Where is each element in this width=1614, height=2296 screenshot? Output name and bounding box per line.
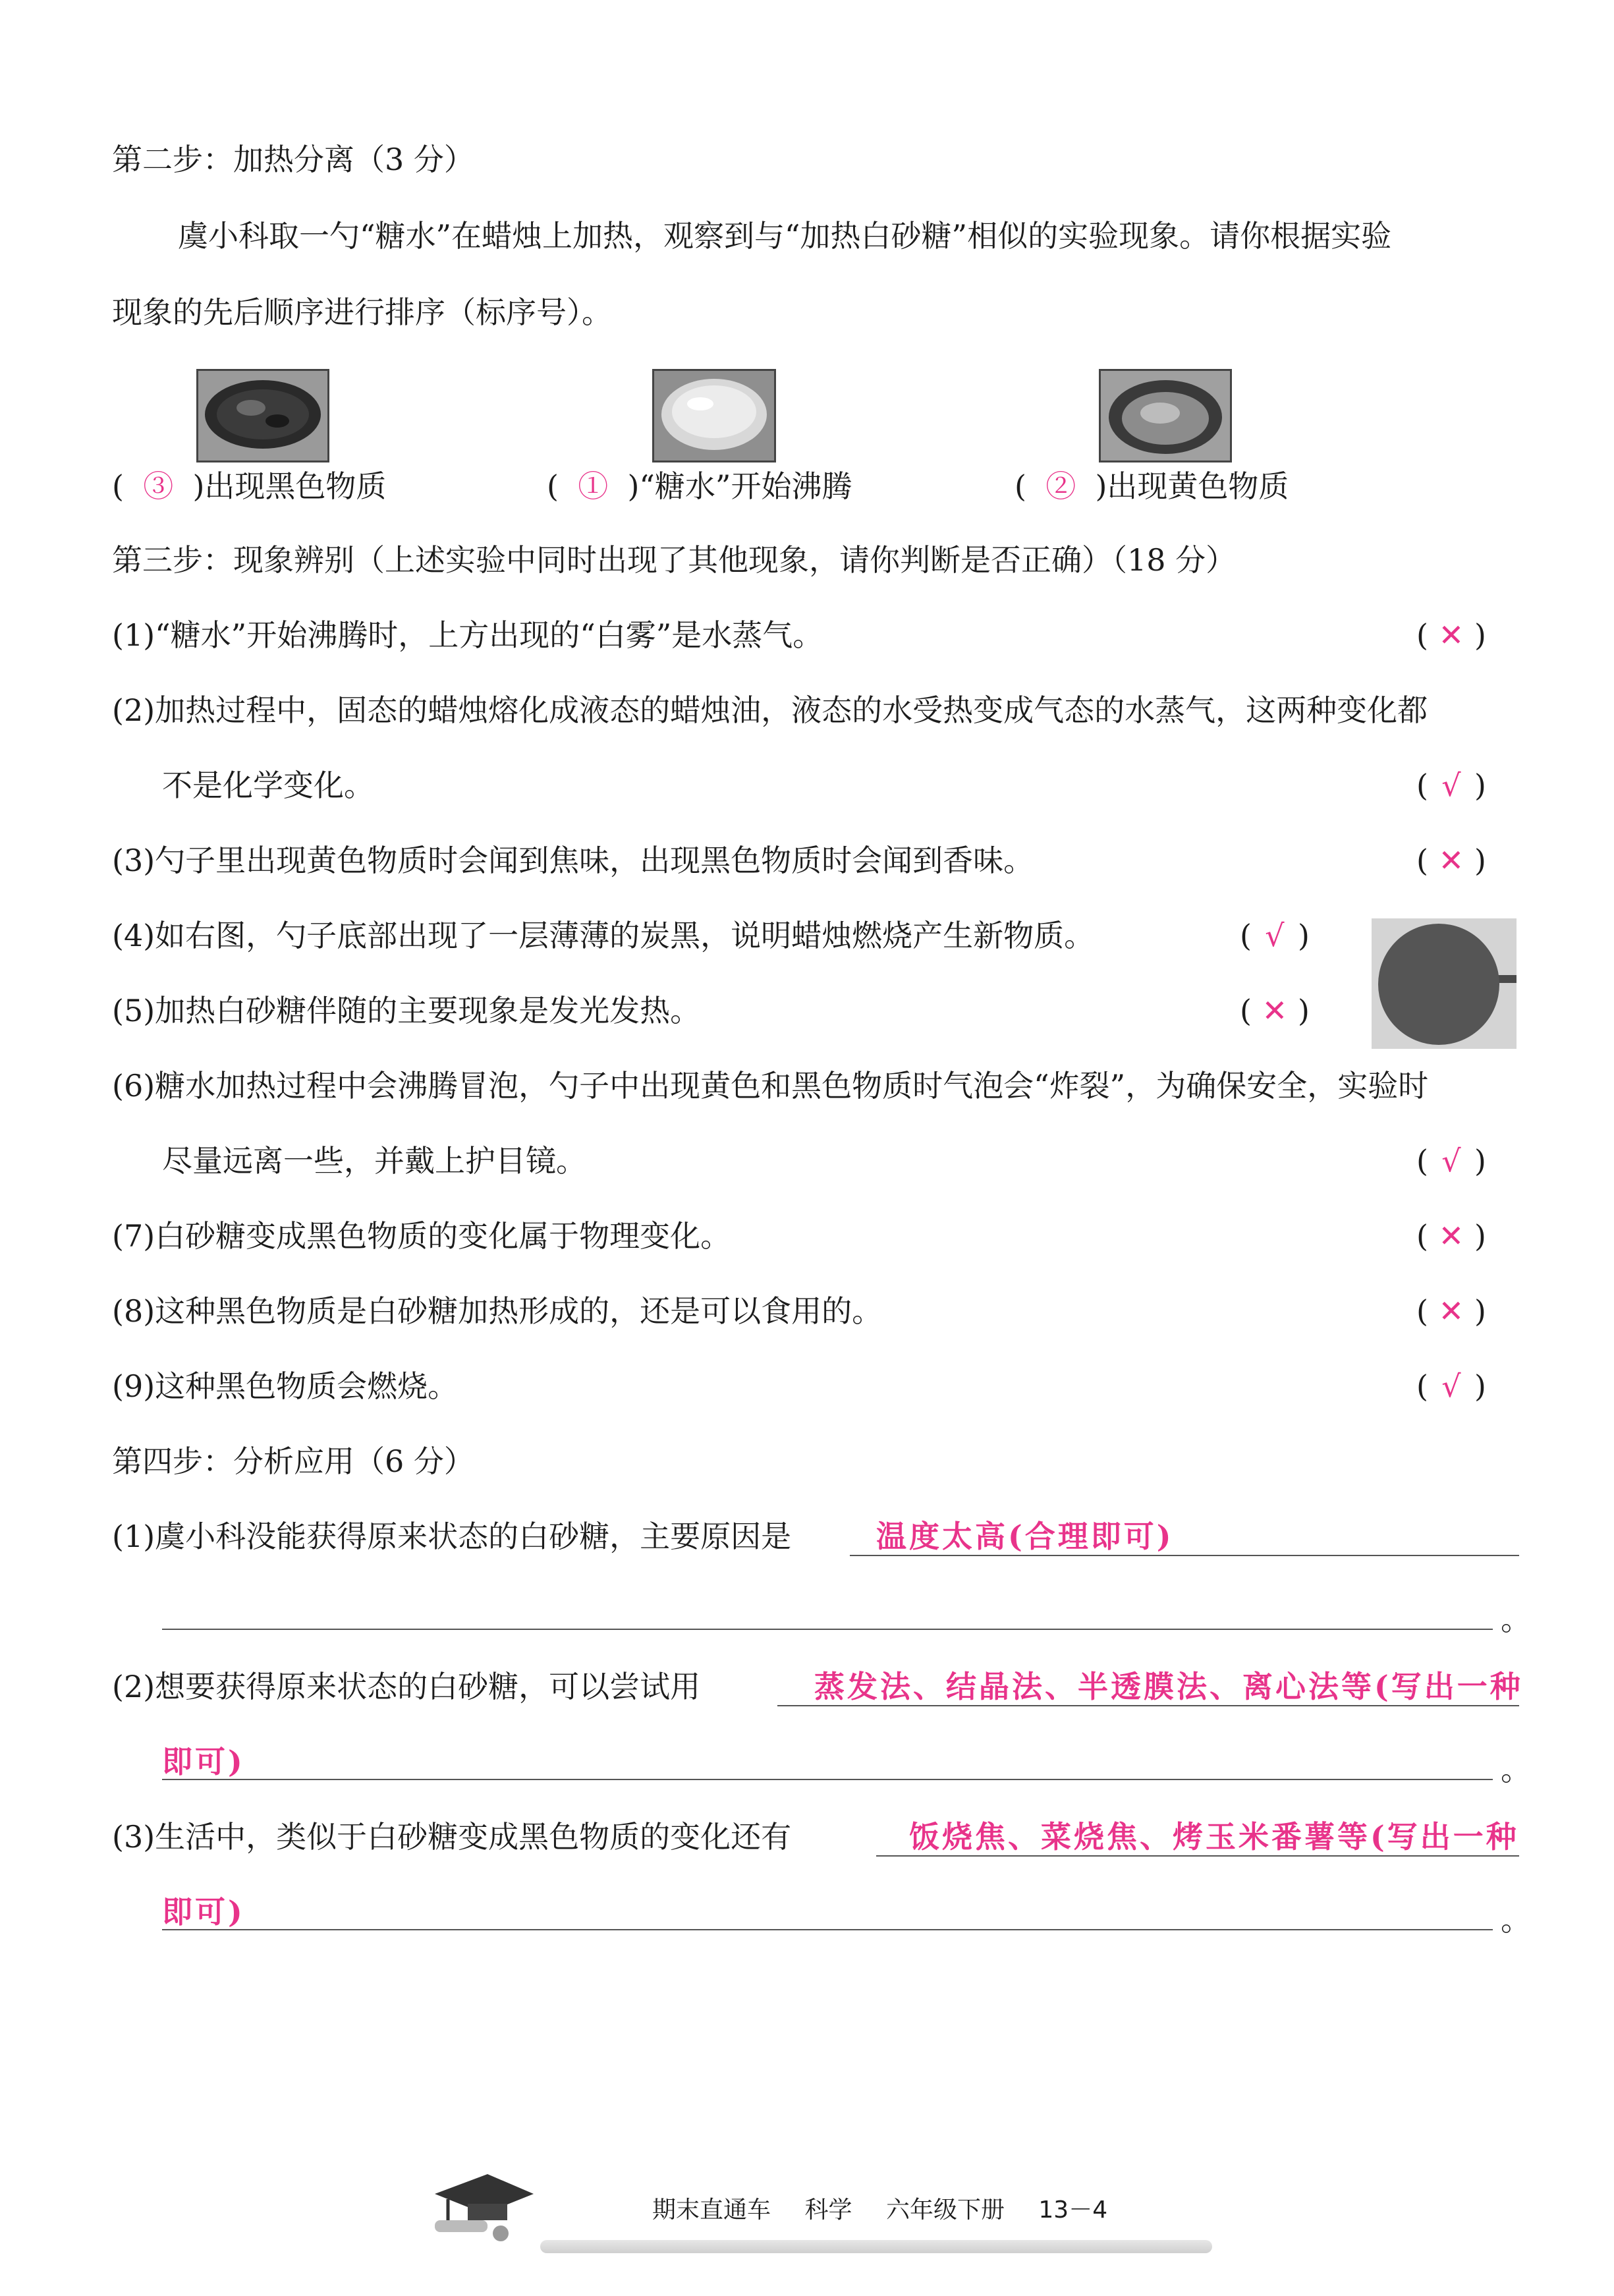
spoon-photo-yellow [1099, 369, 1232, 462]
footer [652, 2194, 1134, 2227]
cross-icon: ✕ [1262, 993, 1288, 1028]
s4-q1-underline [850, 1555, 1519, 1556]
q6-line2: 尽量远离一些，并戴上护目镜。 [162, 1143, 586, 1179]
step2-intro-line1: 虞小科取一勺“糖水”在蜡烛上加热，观察到与“加热白砂糖”相似的实验现象。请你根据实验 [178, 218, 1392, 254]
s4-q3-prompt: (3)生活中，类似于白砂糖变成黑色物质的变化还有 [112, 1819, 792, 1855]
spoon-bottom-figure [1372, 918, 1517, 1049]
s4-q2-answer-line1: 蒸发法、结晶法、半透膜法、离心法等(写出一种 [814, 1669, 1523, 1704]
s4-q2-underline-2 [162, 1779, 1493, 1780]
q1-text: (1)“糖水”开始沸腾时，上方出现的“白雾”是水蒸气。 [112, 617, 823, 653]
s4-q3-answer-line1: 饭烧焦、菜烧焦、烤玉米番薯等(写出一种 [909, 1819, 1519, 1855]
q4-judgement: ( √ ) [1240, 916, 1310, 955]
order-label-black: 出现黑色物质 [204, 468, 387, 504]
cross-icon: ✕ [1438, 843, 1464, 878]
order-answer-yellow: ② [1045, 468, 1076, 504]
cross-icon: ✕ [1438, 617, 1464, 653]
q5-text: (5)加热白砂糖伴随的主要现象是发光发热。 [112, 993, 701, 1028]
q3-judgement: ( ✕ ) [1416, 841, 1486, 880]
footer-book: 期末直通车 [652, 2197, 771, 2224]
s4-q3-period: 。 [1501, 1902, 1531, 1938]
step2-heading: 第二步：加热分离（3 分） [112, 142, 474, 177]
order-label-yellow: 出现黄色物质 [1107, 468, 1289, 504]
order-item-yellow: ( ② )出现黄色物质 [1015, 468, 1289, 504]
step2-intro-line2: 现象的先后顺序进行排序（标序号）。 [112, 294, 612, 330]
q2-judgement: ( √ ) [1416, 766, 1486, 805]
footer-page: 13－4 [1038, 2197, 1108, 2224]
order-answer-boiling: ① [578, 468, 609, 504]
check-icon: √ [1441, 1143, 1461, 1179]
q7-judgement: ( ✕ ) [1416, 1216, 1486, 1256]
spoon-photo-boiling [652, 369, 776, 462]
s4-q1-period: 。 [1501, 1602, 1531, 1637]
q8-text: (8)这种黑色物质是白砂糖加热形成的，还是可以食用的。 [112, 1293, 883, 1329]
s4-q2-prompt: (2)想要获得原来状态的白砂糖，可以尝试用 [112, 1669, 701, 1704]
cross-icon: ✕ [1438, 1293, 1464, 1329]
check-icon: √ [1265, 918, 1285, 953]
s4-q3-answer-line2: 即可) [162, 1894, 245, 1930]
step3-heading: 第三步：现象辨别（上述实验中同时出现了其他现象，请你判断是否正确）（18 分） [112, 542, 1237, 578]
q6-judgement: ( √ ) [1416, 1141, 1486, 1181]
s4-q3-underline [876, 1855, 1519, 1857]
s4-q2-answer-line2: 即可) [162, 1744, 245, 1779]
q3-text: (3)勺子里出现黄色物质时会闻到焦味，出现黑色物质时会闻到香味。 [112, 843, 1034, 878]
q1-judgement: ( ✕ ) [1416, 615, 1486, 655]
s4-q1-underline-2 [162, 1629, 1493, 1630]
order-label-boiling: “糖水”开始沸腾 [639, 468, 852, 504]
footer-bar [540, 2240, 1212, 2253]
check-icon: √ [1441, 768, 1461, 803]
footer-grade: 六年级下册 [885, 2197, 1005, 2224]
q6-line1: (6)糖水加热过程中会沸腾冒泡，勺子中出现黄色和黑色物质时气泡会“炸裂”，为确保安全，实验时 [112, 1068, 1429, 1104]
s4-q2-period: 。 [1501, 1752, 1531, 1787]
graduation-cap-icon [422, 2168, 540, 2247]
q5-judgement: ( ✕ ) [1240, 991, 1310, 1030]
order-item-black: ( ③ )出现黑色物质 [112, 468, 387, 504]
q4-text: (4)如右图，勺子底部出现了一层薄薄的炭黑，说明蜡烛燃烧产生新物质。 [112, 918, 1095, 953]
footer-subject: 科学 [804, 2197, 852, 2224]
q2-line2: 不是化学变化。 [162, 768, 374, 803]
order-item-boiling: ( ① )“糖水”开始沸腾 [547, 468, 852, 504]
s4-q1-answer: 温度太高(合理即可) [876, 1519, 1174, 1554]
cross-icon: ✕ [1438, 1218, 1464, 1254]
s4-q2-underline [777, 1705, 1519, 1706]
q9-text: (9)这种黑色物质会燃烧。 [112, 1368, 459, 1404]
q7-text: (7)白砂糖变成黑色物质的变化属于物理变化。 [112, 1218, 731, 1254]
q9-judgement: ( √ ) [1416, 1366, 1486, 1406]
order-answer-black: ③ [143, 468, 174, 504]
q2-line1: (2)加热过程中，固态的蜡烛熔化成液态的蜡烛油，液态的水受热变成气态的水蒸气，这两种变化都 [112, 692, 1428, 728]
q8-judgement: ( ✕ ) [1416, 1291, 1486, 1331]
spoon-photo-black [196, 369, 329, 462]
step4-heading: 第四步：分析应用（6 分） [112, 1443, 474, 1479]
check-icon: √ [1441, 1368, 1461, 1404]
s4-q1-prompt: (1)虞小科没能获得原来状态的白砂糖，主要原因是 [112, 1519, 792, 1554]
s4-q3-underline-2 [162, 1929, 1493, 1930]
